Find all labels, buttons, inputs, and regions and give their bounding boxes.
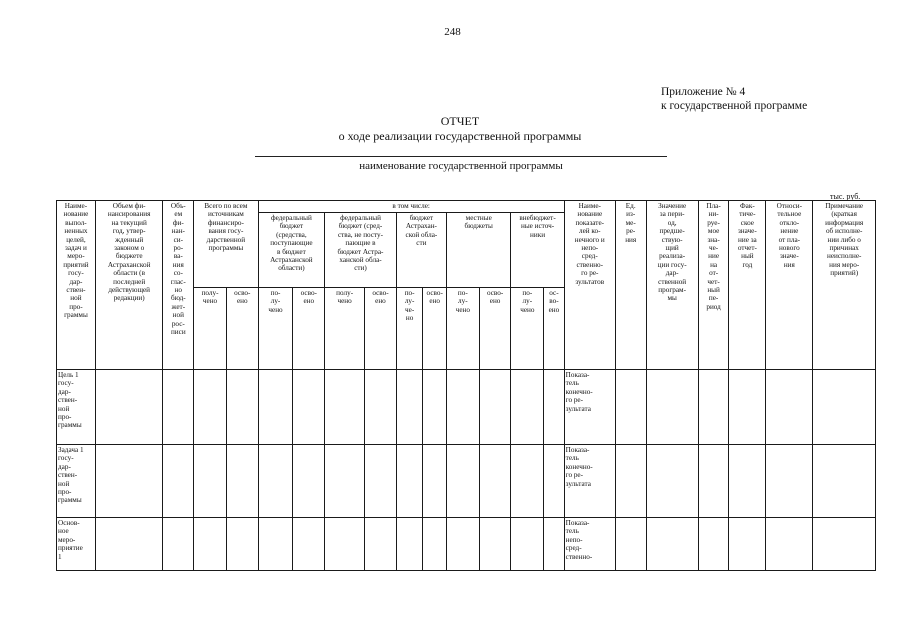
empty-cell [544, 518, 564, 571]
empty-cell [365, 370, 397, 445]
empty-cell [194, 445, 227, 518]
empty-cell [511, 445, 544, 518]
header-reg-spent: осво- ено [423, 288, 447, 370]
empty-cell [446, 445, 479, 518]
header-reg-received: по- лу- че- но [396, 288, 423, 370]
empty-cell [544, 445, 564, 518]
empty-cell [226, 518, 258, 571]
header-period-value: Значение за пери- од, предше- ствую- щий реализа- ции госу- дар- ственной програм- мы [646, 201, 698, 370]
header-extrabudgetary: внебюджет- ные источ- ники [511, 213, 564, 288]
appendix-note [661, 85, 807, 113]
empty-cell [813, 370, 876, 445]
header-actual-value: Фак- тиче- ское значе- ние за отчет- ный год [729, 201, 766, 370]
header-all-received: полу- чено [194, 288, 227, 370]
header-fednb-received: полу- чено [325, 288, 365, 370]
header-note: Примечание (краткая информация об исполне- нии либо о причинах неисполне- ния меро- приятий) [813, 201, 876, 370]
empty-cell [226, 445, 258, 518]
header-fed-spent: осво- ено [293, 288, 325, 370]
empty-cell [258, 518, 293, 571]
header-federal-budget: федеральный бюджет (средства, поступающие в бюджет Астраханской области) [258, 213, 325, 288]
row-indicator: Показа- тель конечно- го ре- зультата [564, 370, 615, 445]
empty-cell [479, 445, 511, 518]
row-indicator: Показа- тель непо- сред- ственно- [564, 518, 615, 571]
header-ext-spent: ос- во- ено [544, 288, 564, 370]
page-number: 248 [444, 26, 461, 38]
empty-cell [766, 518, 813, 571]
empty-cell [396, 370, 423, 445]
empty-cell [325, 370, 365, 445]
header-agreed-volume: Объ- ем фи- нан- си- ро- ва- ния со- глас- но бюд- жет- ной рос- писи [163, 201, 194, 370]
header-including: в том числе: [258, 201, 564, 213]
empty-cell [258, 445, 293, 518]
empty-cell [163, 518, 194, 571]
currency-note: тыс. руб. [830, 192, 861, 201]
empty-cell [194, 518, 227, 571]
report-title-line-2: о ходе реализации государственной программы [338, 129, 582, 143]
program-name-caption: наименование государственной программы [359, 160, 563, 172]
empty-cell [325, 518, 365, 571]
empty-cell [423, 518, 447, 571]
empty-cell [293, 518, 325, 571]
report-table [56, 200, 876, 571]
empty-cell [423, 370, 447, 445]
empty-cell [365, 445, 397, 518]
empty-cell [479, 370, 511, 445]
header-planned-value: Пла- ни- руе- мое зна- че- ние на от- чет- ный пе- риод [698, 201, 729, 370]
appendix-line-1: Приложение № 4 [661, 86, 746, 98]
empty-cell [511, 370, 544, 445]
row-name: Основ- ное меро- приятие 1 [57, 518, 96, 571]
empty-cell [163, 445, 194, 518]
empty-cell [365, 518, 397, 571]
empty-cell [396, 518, 423, 571]
header-local-budgets: местные бюджеты [446, 213, 510, 288]
empty-cell [325, 445, 365, 518]
empty-cell [194, 370, 227, 445]
empty-cell [729, 518, 766, 571]
header-all-sources: Всего по всем источникам финансиро- вания госу- дарственной программы [194, 201, 258, 288]
program-name-underline [255, 156, 667, 157]
empty-cell [615, 518, 646, 571]
empty-cell [293, 370, 325, 445]
row-name: Задача 1 госу- дар- ствен- ной про- граммы [57, 445, 96, 518]
header-fed-received: по- лу- чено [258, 288, 293, 370]
empty-cell [729, 370, 766, 445]
empty-cell [95, 518, 163, 571]
empty-cell [446, 518, 479, 571]
empty-cell [698, 518, 729, 571]
header-activity-name: Наиме- нование выпол- ненных целей, задач и меро- приятий госу- дар- ствен- ной про- граммы [57, 201, 96, 370]
empty-cell [646, 370, 698, 445]
empty-cell [396, 445, 423, 518]
appendix-line-2: к государственной программе [661, 100, 808, 112]
header-loc-spent: осво- ено [479, 288, 511, 370]
header-all-spent: осво- ено [226, 288, 258, 370]
empty-cell [163, 370, 194, 445]
header-relative-deviation: Относи- тельное откло- нение от пла- нового значе- ния [766, 201, 813, 370]
header-ext-received: по- лу- чено [511, 288, 544, 370]
table-row [57, 370, 876, 445]
empty-cell [766, 370, 813, 445]
empty-cell [615, 445, 646, 518]
empty-cell [95, 370, 163, 445]
header-loc-received: по- лу- чено [446, 288, 479, 370]
empty-cell [479, 518, 511, 571]
empty-cell [293, 445, 325, 518]
header-indicator-name: Наиме- нование показате- лей ко- нечного и непо- сред- ственно- го ре- зультатов [564, 201, 615, 370]
header-fednb-spent: осво- ено [365, 288, 397, 370]
row-indicator: Показа- тель конечно- го ре- зультата [564, 445, 615, 518]
header-row-top [57, 201, 876, 213]
report-title [330, 114, 590, 144]
empty-cell [813, 518, 876, 571]
empty-cell [446, 370, 479, 445]
table-row [57, 445, 876, 518]
empty-cell [698, 370, 729, 445]
header-unit: Ед. из- ме- ре- ния [615, 201, 646, 370]
empty-cell [698, 445, 729, 518]
empty-cell [511, 518, 544, 571]
header-financing-volume: Объем фи- нансирования на текущий год, утвер- жденный законом о бюджете Астраханской области (в последней действующей редакции) [95, 201, 163, 370]
row-name: Цель 1 госу- дар- ствен- ной про- граммы [57, 370, 96, 445]
header-federal-not-budget: федеральный бюджет (сред- ства, не посту- пающие в бюджет Астра- ханской обла- сти) [325, 213, 397, 288]
empty-cell [646, 445, 698, 518]
empty-cell [544, 370, 564, 445]
empty-cell [813, 445, 876, 518]
table-row [57, 518, 876, 571]
empty-cell [95, 445, 163, 518]
empty-cell [226, 370, 258, 445]
empty-cell [258, 370, 293, 445]
header-regional-budget: бюджет Астрахан- ской обла- сти [396, 213, 446, 288]
empty-cell [615, 370, 646, 445]
report-title-line-1: ОТЧЕТ [440, 114, 480, 128]
empty-cell [766, 445, 813, 518]
empty-cell [646, 518, 698, 571]
empty-cell [423, 445, 447, 518]
empty-cell [729, 445, 766, 518]
